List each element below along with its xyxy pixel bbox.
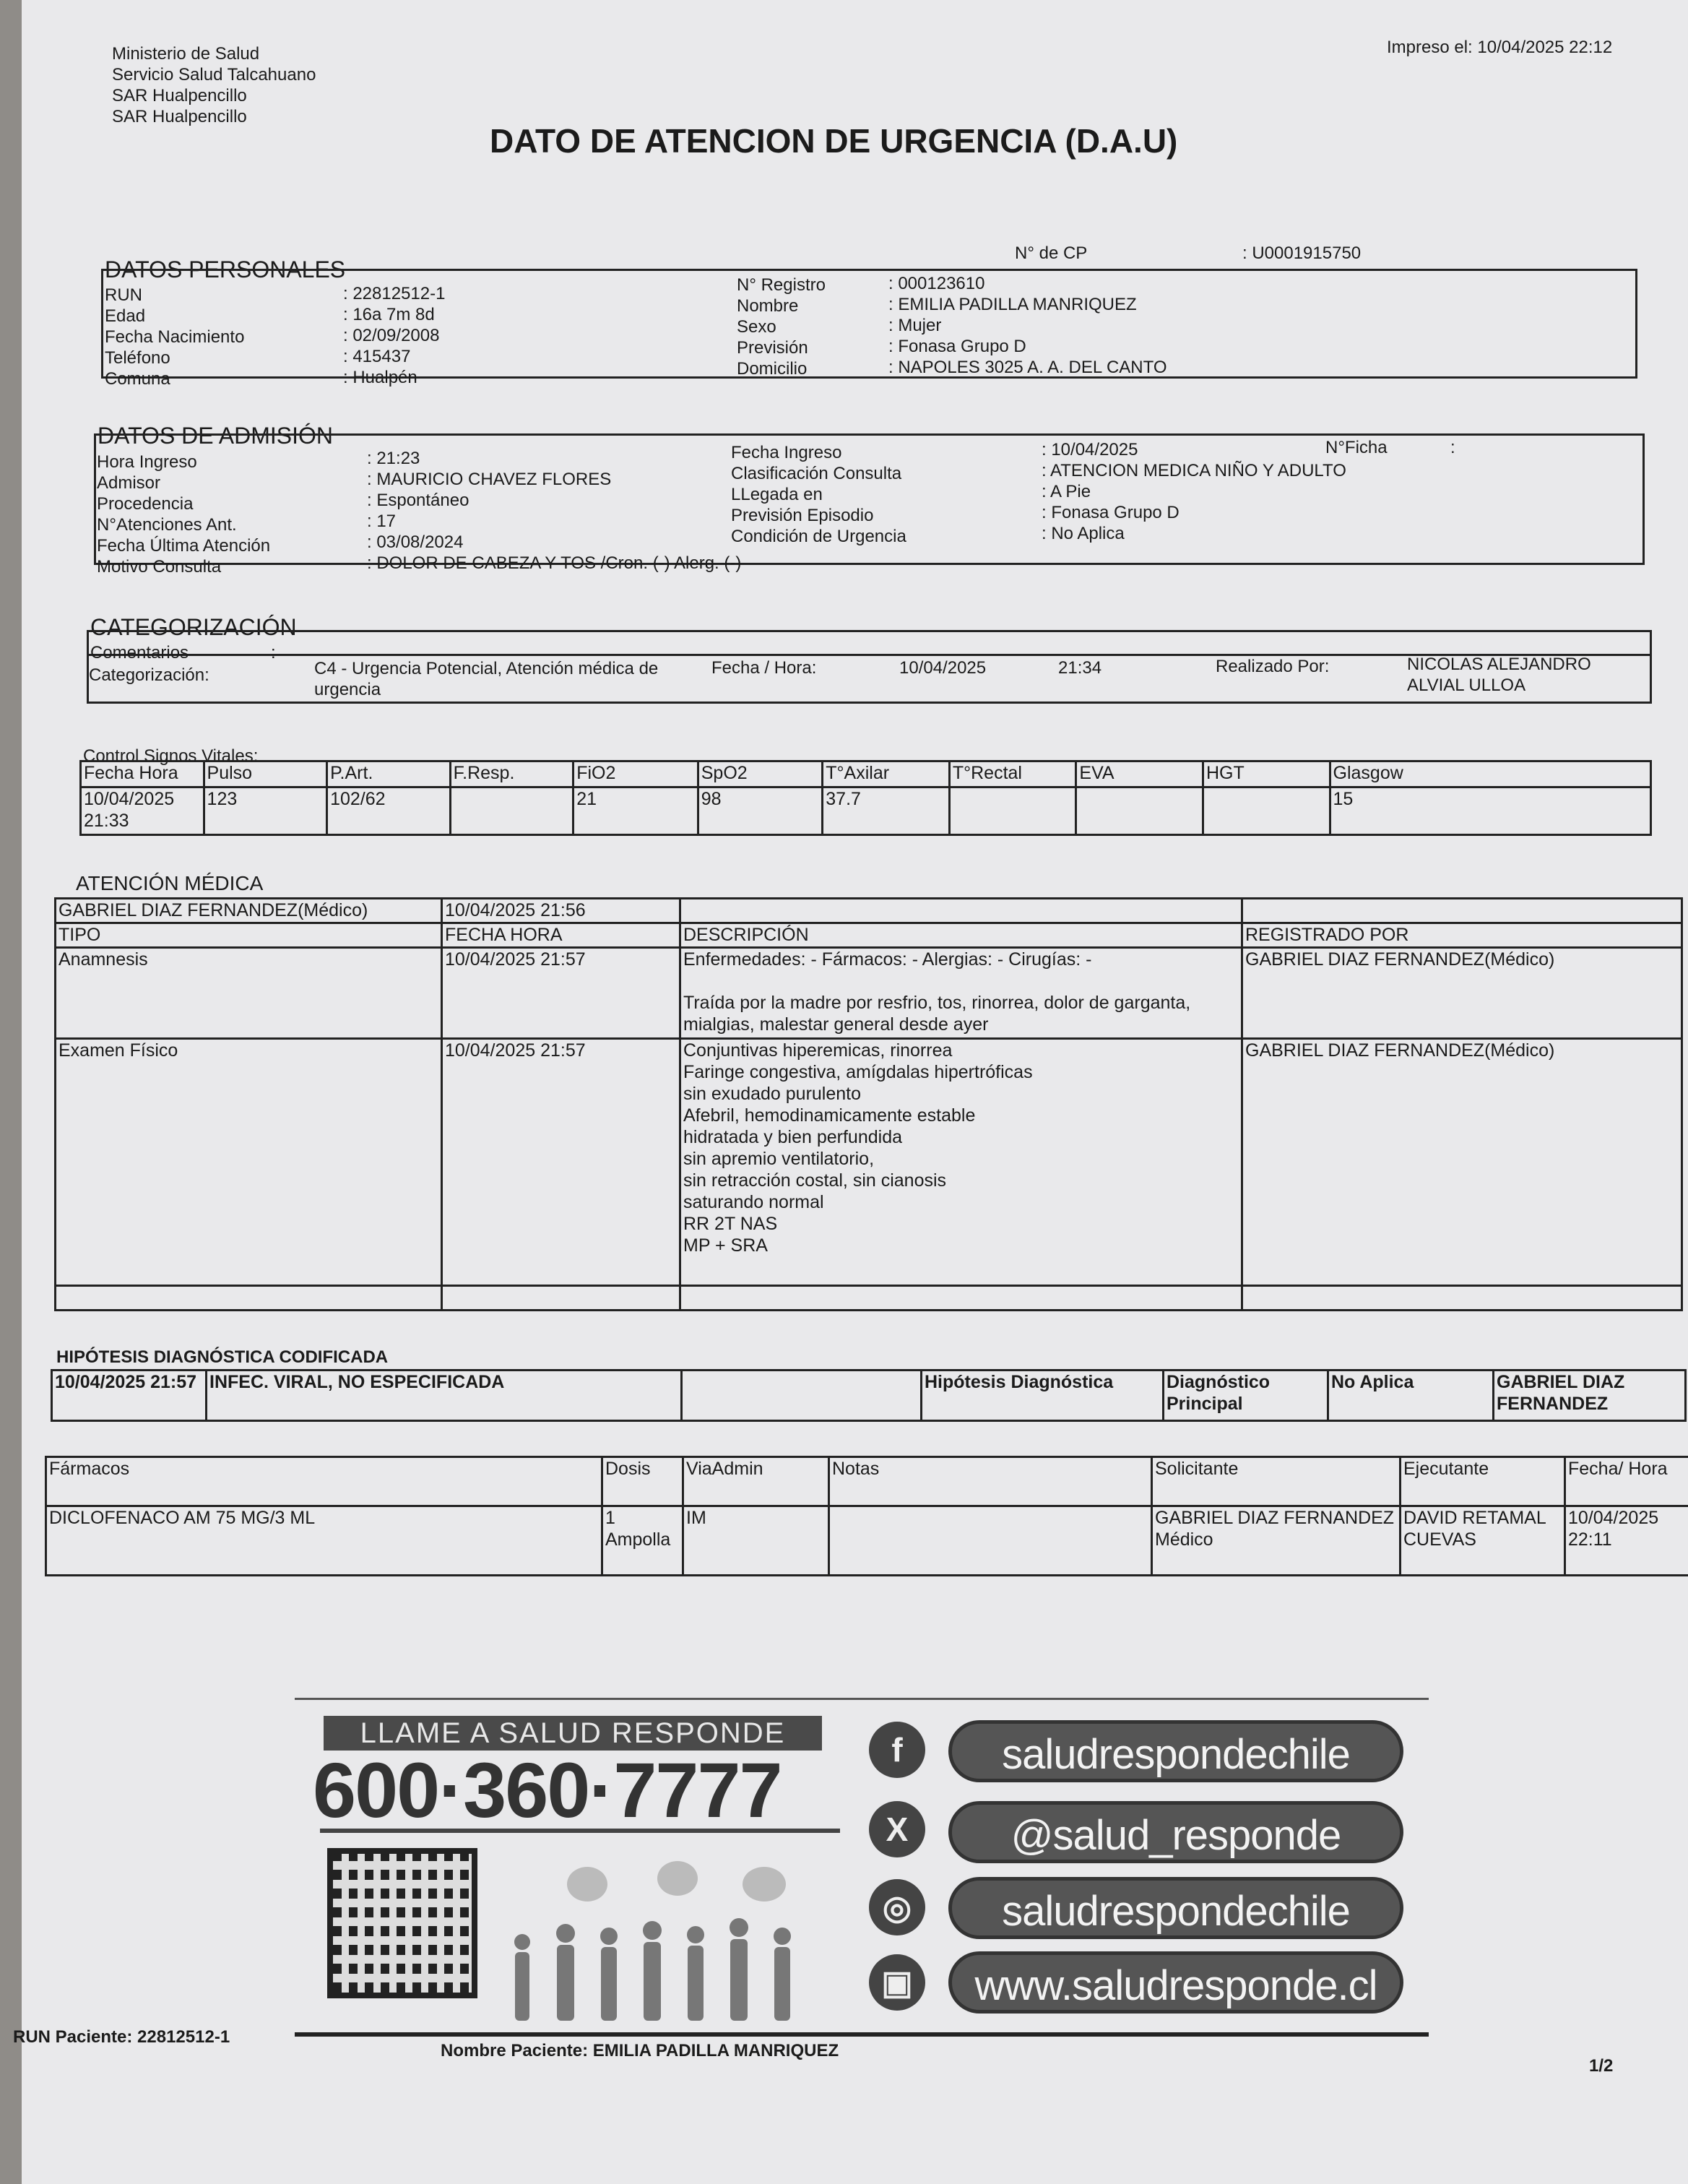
vitals-cell: 15 — [1330, 787, 1650, 835]
label-nombre: Nombre — [737, 296, 799, 316]
label-telefono: Teléfono — [105, 348, 170, 368]
label-ultima-atencion: Fecha Última Atención — [97, 536, 271, 556]
value-clasificacion: : ATENCION MEDICA NIÑO Y ADULTO — [1042, 461, 1346, 480]
empty-cell — [1242, 1286, 1682, 1311]
vitals-cell — [1076, 787, 1203, 835]
value-sexo: : Mujer — [888, 316, 942, 335]
vitals-header-cell: Glasgow — [1330, 761, 1650, 787]
value-registro: : 000123610 — [888, 274, 985, 293]
value-fecha-nacimiento: : 02/09/2008 — [343, 326, 440, 345]
empty-cell — [680, 899, 1242, 923]
empty-cell — [682, 1371, 922, 1421]
diagnosis-date: 10/04/2025 21:57 — [52, 1371, 207, 1421]
admission-section-title: DATOS DE ADMISIÓN — [98, 423, 333, 449]
description-line: Afebril, hemodinamicamente estable — [683, 1105, 976, 1126]
medical-registered-by: GABRIEL DIAZ FERNANDEZ(Médico) — [1242, 948, 1682, 1039]
drugs-header-cell: Fecha/ Hora — [1565, 1457, 1688, 1506]
drugs-cell — [829, 1506, 1152, 1576]
description-line: Traída por la madre por resfrio, tos, rinorrea, dolor de garganta, — [683, 993, 1191, 1013]
empty-cell — [1242, 899, 1682, 923]
value-llegada: : A Pie — [1042, 482, 1091, 501]
vitals-header-cell: FiO2 — [574, 761, 698, 787]
ficha-value: : — [1450, 438, 1455, 457]
categorization-by-line: NICOLAS ALEJANDRO — [1407, 655, 1591, 674]
categorization-value-line: C4 - Urgencia Potencial, Atención médica de — [314, 659, 659, 678]
value-atenciones: : 17 — [367, 512, 397, 531]
description-line: sin apremio ventilatorio, — [683, 1149, 875, 1169]
medical-section-title: ATENCIÓN MÉDICA — [76, 872, 264, 894]
vitals-header-cell: SpO2 — [698, 761, 823, 787]
vitals-cell: 123 — [204, 787, 327, 835]
admission-right-values — [1042, 439, 1346, 544]
comments-label: Comentarios — [90, 643, 189, 662]
org-line: SAR Hualpencillo — [112, 86, 247, 105]
personal-section-title: DATOS PERSONALES — [105, 256, 346, 282]
vitals-cell: 21 — [574, 787, 698, 835]
description-line: Conjuntivas hiperemicas, rinorrea — [683, 1040, 953, 1061]
drugs-cell: 1 Ampolla — [602, 1506, 683, 1576]
admission-right-labels — [731, 442, 906, 547]
categorization-label: Categorización: — [89, 665, 209, 685]
ficha-label: N°Ficha — [1325, 438, 1388, 457]
description-line: Enfermedades: - Fármacos: - Alergias: - Cirugías: - — [683, 949, 1092, 970]
label-prevision-episodio: Previsión Episodio — [731, 506, 874, 525]
description-line: hidratada y bien perfundida — [683, 1127, 903, 1147]
page-number: 1/2 — [1589, 2056, 1614, 2076]
diagnosis-principal: Diagnóstico Principal — [1164, 1371, 1328, 1421]
empty-cell — [442, 1286, 680, 1311]
description-line: Faringe congestiva, amígdalas hipertróficas — [683, 1062, 1033, 1082]
categorization-value — [314, 658, 658, 700]
footer-patient-name: Nombre Paciente: EMILIA PADILLA MANRIQUEZ — [441, 2041, 839, 2060]
label-fecha-nacimiento: Fecha Nacimiento — [105, 327, 245, 347]
label-comuna: Comuna — [105, 369, 170, 389]
medical-registered-by: GABRIEL DIAZ FERNANDEZ(Médico) — [1242, 1039, 1682, 1286]
people-illustration-icon — [493, 1855, 833, 2025]
vitals-cell: 98 — [698, 787, 823, 835]
medical-header-row — [56, 923, 1682, 948]
categorization-by-value — [1407, 654, 1591, 696]
banner-title: LLAME A SALUD RESPONDE — [324, 1716, 822, 1751]
label-admisor: Admisor — [97, 473, 161, 493]
comments-value: : — [271, 643, 276, 662]
medical-doctor: GABRIEL DIAZ FERNANDEZ(Médico) — [56, 899, 442, 923]
label-run: RUN — [105, 285, 142, 305]
label-atenciones: N°Atenciones Ant. — [97, 515, 237, 535]
medical-doctor-time: 10/04/2025 21:56 — [442, 899, 680, 923]
vitals-cell: 102/62 — [327, 787, 451, 835]
label-fecha-ingreso: Fecha Ingreso — [731, 443, 842, 462]
footer-patient-run: RUN Paciente: 22812512-1 — [13, 2027, 230, 2047]
personal-left-values — [343, 283, 445, 388]
value-run: : 22812512-1 — [343, 284, 446, 303]
vitals-header-row — [81, 761, 1651, 787]
value-nombre: : EMILIA PADILLA MANRIQUEZ — [888, 295, 1137, 314]
label-clasificacion: Clasificación Consulta — [731, 464, 902, 483]
vitals-cell: 10/04/2025 21:33 — [81, 787, 204, 835]
label-registro: N° Registro — [737, 275, 826, 295]
medical-type: Anamnesis — [56, 948, 442, 1039]
personal-right-values — [888, 273, 1167, 378]
label-procedencia: Procedencia — [97, 494, 194, 514]
vitals-header-cell: EVA — [1076, 761, 1203, 787]
value-comuna: : Hualpén — [343, 368, 417, 387]
vitals-header-cell: P.Art. — [327, 761, 451, 787]
categorization-date-label: Fecha / Hora: — [711, 658, 817, 678]
description-line: sin exudado purulento — [683, 1084, 862, 1104]
vitals-header-cell: T°Rectal — [949, 761, 1076, 787]
medical-empty-row — [56, 1286, 1682, 1311]
value-prevision-episodio: : Fonasa Grupo D — [1042, 503, 1180, 522]
drugs-header-cell: Fármacos — [46, 1457, 602, 1506]
banner-phone: 600·360·7777 — [313, 1746, 782, 1834]
value-fecha-ingreso: : 10/04/2025 — [1042, 440, 1138, 459]
diagnosis-section-title: HIPÓTESIS DIAGNÓSTICA CODIFICADA — [56, 1347, 389, 1367]
social-web-link[interactable]: www.saludresponde.cl — [948, 1951, 1403, 2013]
banner-underline — [320, 1829, 840, 1833]
description-line — [683, 970, 1239, 992]
admission-left-labels — [97, 452, 270, 577]
personal-right-labels — [737, 275, 826, 379]
personal-box — [101, 269, 1637, 379]
document-title: DATO DE ATENCION DE URGENCIA (D.A.U) — [490, 122, 1178, 160]
value-motivo: : DOLOR DE CABEZA Y TOS /Cron. (-) Alerg. (-) — [367, 553, 742, 573]
description-line: RR 2T NAS — [683, 1214, 778, 1234]
vitals-header-cell: HGT — [1203, 761, 1330, 787]
empty-cell — [56, 1286, 442, 1311]
salud-responde-banner — [295, 1698, 1429, 2037]
vitals-header-cell: Pulso — [204, 761, 327, 787]
diagnosis-table — [51, 1369, 1687, 1422]
diagnosis-name: INFEC. VIRAL, NO ESPECIFICADA — [207, 1371, 682, 1421]
drugs-header-cell: Ejecutante — [1401, 1457, 1565, 1506]
value-edad: : 16a 7m 8d — [343, 305, 435, 324]
personal-left-labels — [105, 285, 244, 389]
medical-header-cell: REGISTRADO POR — [1242, 923, 1682, 948]
medical-header-cell: TIPO — [56, 923, 442, 948]
admission-left-values — [367, 448, 741, 574]
vitals-cell — [1203, 787, 1330, 835]
drugs-header-cell: Solicitante — [1152, 1457, 1401, 1506]
vitals-header-cell: Fecha Hora — [81, 761, 204, 787]
social-x-link[interactable]: @salud_responde — [948, 1801, 1403, 1863]
org-line: SAR Hualpencillo — [112, 107, 247, 126]
cp-label: N° de CP — [1015, 243, 1088, 263]
drugs-cell: GABRIEL DIAZ FERNANDEZ Médico — [1152, 1506, 1401, 1576]
document-page — [22, 0, 1688, 2184]
drugs-header-row — [46, 1457, 1688, 1506]
categorization-time: 21:34 — [1058, 658, 1102, 678]
label-prevision: Previsión — [737, 338, 808, 358]
instagram-icon: ◎ — [869, 1879, 925, 1935]
drugs-cell: DICLOFENACO AM 75 MG/3 ML — [46, 1506, 602, 1576]
diagnosis-doctor: GABRIEL DIAZ FERNANDEZ — [1494, 1371, 1686, 1421]
vitals-header-cell: F.Resp. — [450, 761, 574, 787]
categorization-date: 10/04/2025 — [899, 658, 987, 678]
medical-doctor-row — [56, 899, 1682, 923]
facebook-icon: f — [869, 1722, 925, 1778]
description-line: MP + SRA — [683, 1235, 768, 1256]
value-hora-ingreso: : 21:23 — [367, 449, 420, 468]
value-prevision: : Fonasa Grupo D — [888, 337, 1026, 356]
label-hora-ingreso: Hora Ingreso — [97, 452, 197, 472]
cp-value: : U0001915750 — [1242, 243, 1362, 263]
vitals-cell: 37.7 — [823, 787, 950, 835]
label-llegada: LLegada en — [731, 485, 823, 504]
vitals-table — [79, 760, 1652, 836]
medical-header-cell: DESCRIPCIÓN — [680, 923, 1242, 948]
org-line: Servicio Salud Talcahuano — [112, 65, 316, 85]
description-line: saturando normal — [683, 1192, 824, 1212]
label-condicion: Condición de Urgencia — [731, 527, 906, 546]
vitals-section-title: Control Signos Vitales: — [83, 746, 259, 766]
value-telefono: : 415437 — [343, 347, 411, 366]
drugs-header-cell: ViaAdmin — [683, 1457, 829, 1506]
vitals-cell — [450, 787, 574, 835]
medical-type: Examen Físico — [56, 1039, 442, 1286]
org-line: Ministerio de Salud — [112, 44, 260, 64]
medical-time: 10/04/2025 21:57 — [442, 1039, 680, 1286]
empty-cell — [680, 1286, 1242, 1311]
medical-header-cell: FECHA HORA — [442, 923, 680, 948]
value-admisor: : MAURICIO CHAVEZ FLORES — [367, 470, 612, 489]
drugs-cell: IM — [683, 1506, 829, 1576]
label-sexo: Sexo — [737, 317, 776, 337]
value-condicion: : No Aplica — [1042, 524, 1125, 543]
label-domicilio: Domicilio — [737, 359, 808, 379]
drugs-header-cell: Dosis — [602, 1457, 683, 1506]
categorization-section-title: CATEGORIZACIÓN — [90, 614, 297, 640]
qr-code-icon — [327, 1848, 477, 1998]
vitals-header-cell: T°Axilar — [823, 761, 950, 787]
medical-table — [54, 897, 1683, 1311]
drugs-header-cell: Notas — [829, 1457, 1152, 1506]
vitals-data-row — [81, 787, 1651, 835]
social-instagram-link[interactable]: saludrespondechile — [948, 1877, 1403, 1939]
value-domicilio: : NAPOLES 3025 A. A. DEL CANTO — [888, 358, 1167, 377]
diagnosis-type: Hipótesis Diagnóstica — [922, 1371, 1164, 1421]
label-edad: Edad — [105, 306, 146, 326]
drugs-cell: DAVID RETAMAL CUEVAS — [1401, 1506, 1565, 1576]
medical-row-examen — [56, 1039, 1682, 1286]
description-line: mialgias, malestar general desde ayer — [683, 1014, 989, 1035]
value-procedencia: : Espontáneo — [367, 491, 469, 510]
medical-row-anamnesis — [56, 948, 1682, 1039]
drugs-cell: 10/04/2025 22:11 — [1565, 1506, 1688, 1576]
web-icon: ▣ — [869, 1954, 925, 2011]
vitals-cell — [949, 787, 1076, 835]
label-motivo: Motivo Consulta — [97, 557, 222, 577]
drugs-table — [45, 1456, 1688, 1576]
description-line: sin retracción costal, sin cianosis — [683, 1170, 947, 1191]
medical-time: 10/04/2025 21:57 — [442, 948, 680, 1039]
x-icon: X — [869, 1801, 925, 1857]
medical-description — [680, 1039, 1242, 1286]
social-facebook-link[interactable]: saludrespondechile — [948, 1720, 1403, 1782]
categorization-value-line: urgencia — [314, 680, 381, 699]
printed-timestamp: Impreso el: 10/04/2025 22:12 — [1387, 38, 1613, 57]
organization-block — [112, 43, 316, 127]
drugs-data-row — [46, 1506, 1688, 1576]
categorization-by-label: Realizado Por: — [1216, 657, 1330, 676]
medical-description — [680, 948, 1242, 1039]
value-ultima-atencion: : 03/08/2024 — [367, 532, 464, 552]
diagnosis-aplica: No Aplica — [1328, 1371, 1494, 1421]
diagnosis-row — [52, 1371, 1686, 1421]
categorization-by-line: ALVIAL ULLOA — [1407, 676, 1526, 695]
